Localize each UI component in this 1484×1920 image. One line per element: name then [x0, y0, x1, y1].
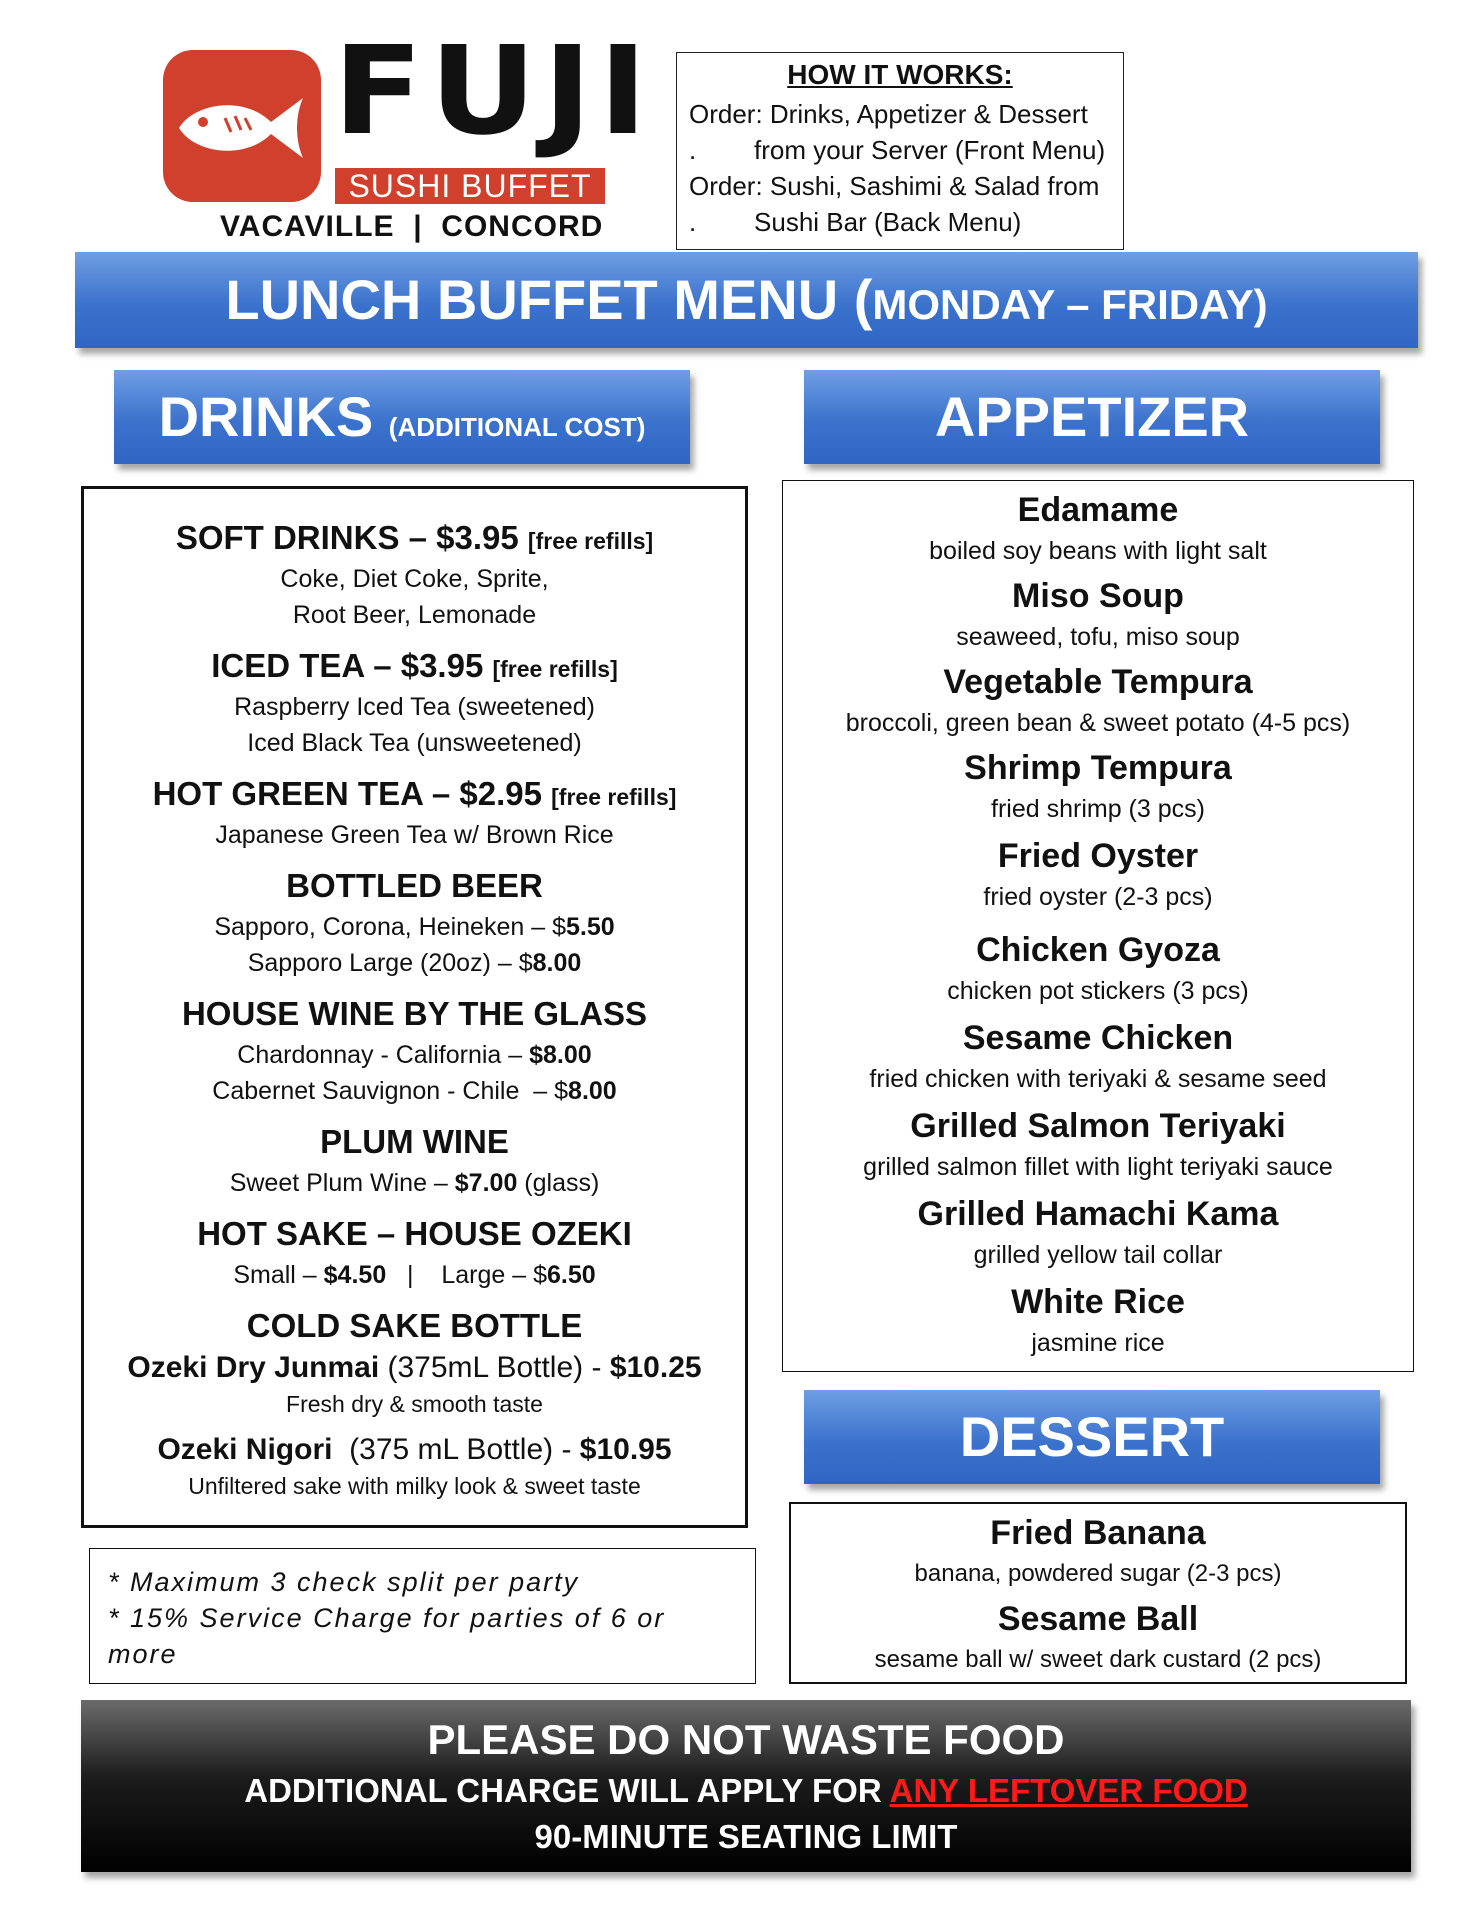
- drinks-heading: DRINKS: [158, 385, 389, 448]
- appetizer-desc: seaweed, tofu, miso soup: [956, 623, 1240, 651]
- appetizer-name: Edamame: [1017, 491, 1179, 529]
- sake-name: Ozeki Dry Junmai: [127, 1351, 380, 1384]
- drink-price: 8.00: [568, 1077, 617, 1105]
- drink-price: $4.50: [323, 1261, 387, 1289]
- drink-line-text: (glass): [517, 1169, 600, 1197]
- appetizer-name: Grilled Salmon Teriyaki: [910, 1107, 1286, 1145]
- dessert-banner: DESSERT: [804, 1390, 1380, 1484]
- sake-item: [84, 1351, 745, 1385]
- drink-line: [84, 1261, 745, 1290]
- fish-icon: [175, 88, 309, 168]
- how-it-works-box: [676, 52, 1124, 250]
- appetizer-desc: fried chicken with teriyaki & sesame seed: [869, 1065, 1327, 1093]
- drink-line-text: Sweet Plum Wine –: [229, 1169, 455, 1197]
- leftover-alert: ANY LEFTOVER FOOD: [889, 1772, 1248, 1809]
- appetizer-desc: boiled soy beans with light salt: [929, 537, 1267, 565]
- appetizer-banner: APPETIZER: [804, 370, 1380, 464]
- drink-price: 6.50: [546, 1261, 596, 1289]
- how-line: Order: Sushi, Sashimi & Salad from: [689, 171, 1100, 201]
- logo-subtitle: SUSHI BUFFET: [335, 168, 605, 204]
- drinks-banner: [114, 370, 690, 464]
- drink-price: $8.00: [529, 1041, 592, 1069]
- leftover-charge-notice: [81, 1772, 1411, 1810]
- footer-notice: [81, 1700, 1411, 1872]
- appetizer-menu-box: [782, 480, 1414, 1372]
- sake-price: $10.25: [609, 1351, 702, 1384]
- drink-price: 8.00: [532, 949, 582, 977]
- appetizer-name: Vegetable Tempura: [943, 663, 1253, 701]
- fish-logo-tile: [163, 50, 321, 202]
- policy-note: * 15% Service Charge for parties of 6 or: [108, 1603, 666, 1633]
- drink-name: SOFT DRINKS – $3.95: [175, 519, 528, 556]
- drink-title: COLD SAKE BOTTLE: [246, 1307, 583, 1344]
- sake-item: [84, 1433, 745, 1467]
- dessert-name: Fried Banana: [990, 1514, 1206, 1552]
- drink-line: [84, 1077, 745, 1106]
- drink-title: HOT SAKE – HOUSE OZEKI: [197, 1215, 632, 1252]
- drink-title: [84, 647, 745, 685]
- drink-line-text: Chardonnay - California –: [237, 1041, 530, 1069]
- drink-line: Root Beer, Lemonade: [292, 601, 537, 629]
- sake-desc: Fresh dry & smooth taste: [286, 1391, 543, 1417]
- drink-title: PLUM WINE: [320, 1123, 509, 1160]
- appetizer-desc: grilled salmon fillet with light teriyaki sauce: [863, 1153, 1333, 1181]
- sake-name: Ozeki Nigori: [157, 1433, 333, 1466]
- appetizer-name: Sesame Chicken: [962, 1019, 1234, 1057]
- drink-line: [84, 1169, 745, 1198]
- appetizer-name: Miso Soup: [1012, 577, 1184, 615]
- policy-note: more: [108, 1639, 178, 1669]
- leftover-charge-text: ADDITIONAL CHARGE WILL APPLY FOR: [244, 1772, 890, 1809]
- appetizer-name: Shrimp Tempura: [964, 749, 1232, 787]
- logo-wordmark: FUJI: [333, 20, 654, 162]
- policy-notes-box: [89, 1548, 756, 1684]
- drink-price: 5.50: [565, 913, 615, 941]
- waste-warning: PLEASE DO NOT WASTE FOOD: [427, 1716, 1065, 1763]
- dessert-desc: sesame ball w/ sweet dark custard (2 pcs): [874, 1646, 1322, 1673]
- appetizer-desc: jasmine rice: [1031, 1329, 1165, 1357]
- drink-line-text: Sapporo Large (20oz) – $: [247, 949, 533, 977]
- appetizer-name: Grilled Hamachi Kama: [917, 1195, 1279, 1233]
- drink-line-text: Sapporo, Corona, Heineken – $: [214, 913, 566, 941]
- how-it-works-title: HOW IT WORKS:: [787, 59, 1013, 90]
- dessert-desc: banana, powdered sugar (2-3 pcs): [914, 1560, 1282, 1587]
- locations: VACAVILLE | CONCORD: [220, 210, 604, 243]
- drink-line: Iced Black Tea (unsweetened): [247, 729, 582, 757]
- drink-line: [84, 949, 745, 978]
- how-line: . Sushi Bar (Back Menu): [689, 207, 1022, 237]
- sake-detail: (375 mL Bottle) -: [332, 1433, 580, 1466]
- seating-limit: 90-MINUTE SEATING LIMIT: [534, 1818, 958, 1855]
- banner-days: MONDAY – FRIDAY): [872, 281, 1268, 328]
- appetizer-desc: chicken pot stickers (3 pcs): [947, 977, 1249, 1005]
- appetizer-name: Chicken Gyoza: [976, 931, 1220, 969]
- appetizer-desc: fried oyster (2-3 pcs): [983, 883, 1213, 911]
- drink-title: HOUSE WINE BY THE GLASS: [181, 995, 648, 1032]
- lunch-buffet-banner: [75, 252, 1418, 348]
- drink-title: BOTTLED BEER: [286, 867, 543, 904]
- drink-line: [84, 1041, 745, 1070]
- drink-name: ICED TEA – $3.95: [211, 647, 493, 684]
- refill-note: [free refills]: [527, 528, 654, 554]
- drink-line: [84, 913, 745, 942]
- drink-line: Raspberry Iced Tea (sweetened): [234, 693, 595, 721]
- restaurant-logo: [163, 20, 654, 206]
- refill-note: [free refills]: [551, 784, 677, 810]
- dessert-menu-box: [789, 1502, 1407, 1684]
- dessert-name: Sesame Ball: [997, 1600, 1199, 1638]
- drink-line-text: Small –: [233, 1261, 324, 1289]
- appetizer-name: Fried Oyster: [997, 837, 1199, 875]
- how-line: Order: Drinks, Appetizer & Dessert: [689, 99, 1088, 129]
- sake-price: $10.95: [579, 1433, 672, 1466]
- drink-line-text: Cabernet Sauvignon - Chile – $: [212, 1077, 569, 1105]
- drink-line: Coke, Diet Coke, Sprite,: [280, 565, 549, 593]
- drink-name: HOT GREEN TEA – $2.95: [152, 775, 552, 812]
- appetizer-desc: fried shrimp (3 pcs): [991, 795, 1205, 823]
- refill-note: [free refills]: [492, 656, 618, 682]
- drinks-menu-box: [81, 486, 748, 1528]
- drink-line: Japanese Green Tea w/ Brown Rice: [215, 821, 614, 849]
- how-line: . from your Server (Front Menu): [689, 135, 1106, 165]
- banner-title: LUNCH BUFFET MENU (: [225, 268, 873, 331]
- policy-note: * Maximum 3 check split per party: [108, 1567, 580, 1597]
- drink-price: $7.00: [454, 1169, 518, 1197]
- appetizer-desc: grilled yellow tail collar: [973, 1241, 1223, 1269]
- sake-detail: (375mL Bottle) -: [379, 1351, 610, 1384]
- drink-title: [84, 775, 745, 813]
- appetizer-name: White Rice: [1011, 1283, 1185, 1321]
- drink-line-text: | Large – $: [386, 1261, 547, 1289]
- drink-title: [84, 519, 745, 557]
- drinks-cost-note: (ADDITIONAL COST): [388, 412, 646, 442]
- appetizer-desc: broccoli, green bean & sweet potato (4-5 pcs): [845, 709, 1351, 737]
- sake-desc: Unfiltered sake with milky look & sweet taste: [188, 1473, 641, 1499]
